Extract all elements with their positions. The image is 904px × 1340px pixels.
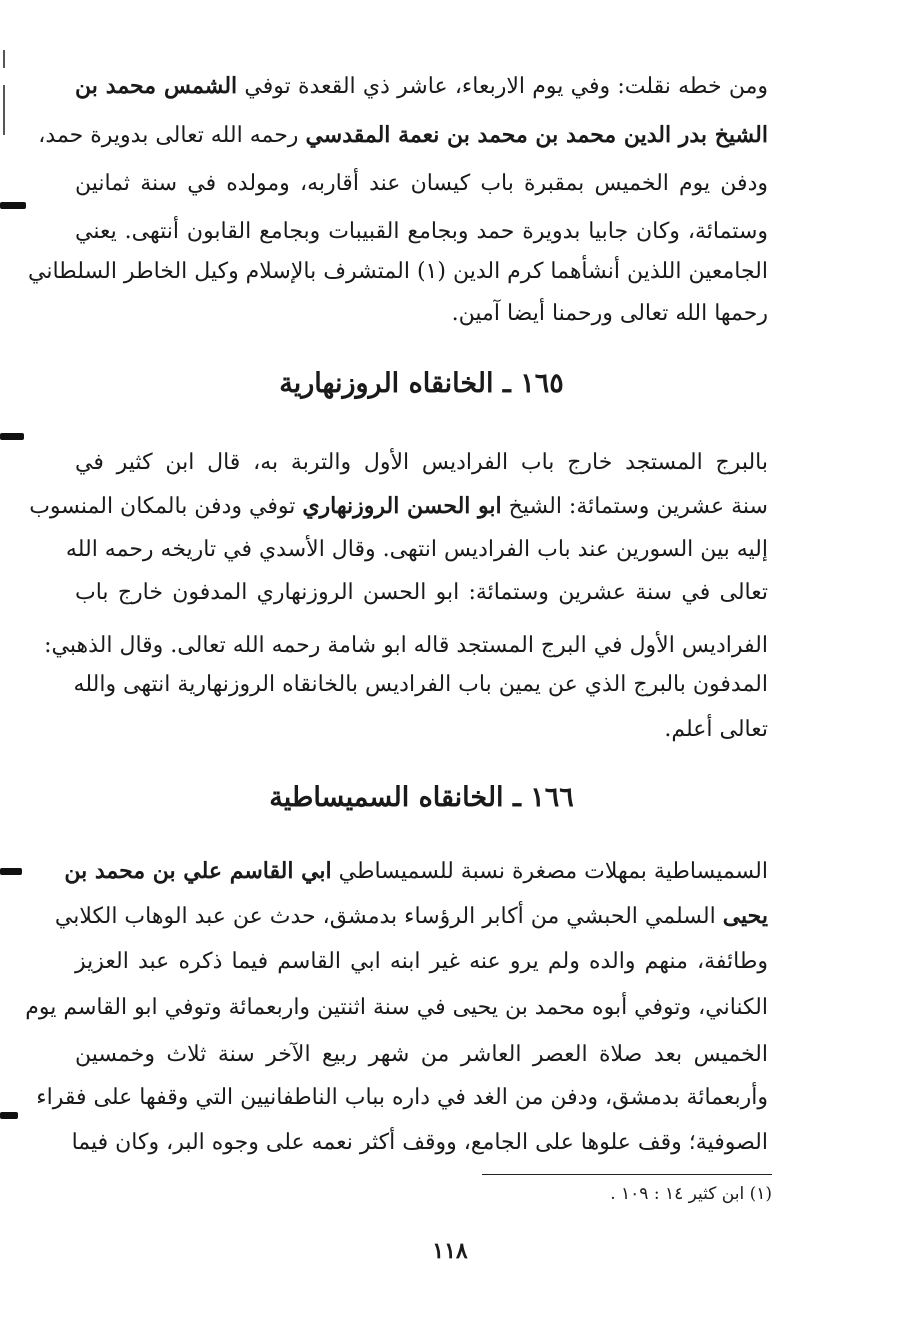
body-text: ومن خطه نقلت: وفي يوم الاربعاء، عاشر ذي القعدة توفي: [237, 74, 768, 99]
body-text: تعالى أعلم.: [664, 717, 768, 742]
text-line: [75, 947, 768, 977]
footnote-rule: [482, 1174, 772, 1175]
text-line: [28, 257, 768, 287]
text-line: [71, 1128, 768, 1158]
body-text: رحمها الله تعالى ورحمنا أيضا آمين.: [451, 301, 768, 326]
text-line: [75, 169, 768, 199]
text-line: [38, 120, 768, 151]
body-text: بالبرج المستجد خارج باب الفراديس الأول والتربة به، قال ابن كثير في: [75, 450, 768, 475]
bold-name-text: الشمس محمد بن: [75, 73, 238, 99]
text-line: [54, 901, 768, 932]
body-text: رحمه الله تعالى بدويرة حمد،: [38, 123, 306, 148]
text-line: [65, 535, 768, 565]
text-line: [44, 631, 768, 661]
text-line: [75, 71, 768, 102]
section-heading-166: ١٦٦ ـ الخانقاه السميساطية: [269, 782, 574, 813]
bold-name-text: يحيى: [722, 903, 768, 929]
text-line: [75, 217, 768, 247]
text-line: [75, 448, 768, 478]
body-text: ودفن يوم الخميس بمقبرة باب كيسان عند أقاربه، ومولده في سنة ثمانين: [75, 171, 768, 196]
text-line: [75, 670, 768, 700]
scan-edge-mark: [0, 1112, 18, 1119]
text-line: [75, 578, 768, 608]
body-text: وستمائة، وكان جابيا بدويرة حمد وبجامع القبيبات وبجامع القابون أنتهى. يعني: [75, 219, 768, 244]
body-text: الكناني، وتوفي أبوه محمد بن يحيى في سنة اثنتين واربعمائة وتوفي ابو القاسم يوم: [25, 995, 768, 1020]
scan-edge-mark: [0, 202, 26, 209]
body-text: الصوفية؛ وقف علوها على الجامع، ووقف أكثر نعمه على وجوه البر، وكان فيما: [71, 1130, 768, 1155]
section-heading-165: ١٦٥ ـ الخانقاه الروزنهارية: [279, 368, 564, 399]
body-text: إليه بين السورين عند باب الفراديس انتهى. وقال الأسدي في تاريخه رحمه الله: [65, 537, 768, 562]
body-text: سنة عشرين وستمائة: الشيخ: [501, 494, 768, 519]
page-number: ١١٨: [432, 1238, 468, 1264]
scan-edge-mark: [3, 85, 5, 135]
text-line: [75, 715, 768, 745]
text-line: [29, 491, 768, 522]
body-text: تعالى في سنة عشرين وستمائة: ابو الحسن الروزنهاري المدفون خارج باب: [75, 580, 768, 605]
body-text: المدفون بالبرج الذي عن يمين باب الفراديس بالخانقاه الروزنهارية انتهى والله: [73, 672, 768, 697]
scan-edge-mark: [3, 50, 5, 68]
text-line: [75, 299, 768, 329]
scan-edge-mark: [0, 433, 24, 440]
bold-name-text: ابو الحسن الروزنهاري: [302, 493, 502, 519]
body-text: توفي ودفن بالمكان المنسوب: [29, 494, 303, 519]
text-line: [64, 856, 768, 887]
footnote: (١) ابن كثير ١٤ : ١٠٩ .: [610, 1184, 772, 1204]
body-text: الخميس بعد صلاة العصر العاشر من شهر ربيع الآخر سنة ثلاث وخمسين: [75, 1042, 768, 1067]
text-line: [36, 1083, 768, 1113]
body-text: السلمي الحبشي من أكابر الرؤساء بدمشق، حدث عن عبد الوهاب الكلابي: [54, 904, 723, 929]
body-text: السميساطية بمهلات مصغرة نسبة للسميساطي: [331, 859, 768, 884]
text-line: [75, 1040, 768, 1070]
body-text: الجامعين اللذين أنشأهما كرم الدين (١) المتشرف بالإسلام وكيل الخاطر السلطاني: [28, 259, 768, 284]
bold-name-text: الشيخ بدر الدين محمد بن محمد بن نعمة المقدسي: [305, 122, 768, 148]
body-text: الفراديس الأول في البرج المستجد قاله ابو شامة رحمه الله تعالى. وقال الذهبي:: [44, 633, 768, 658]
text-line: [25, 993, 768, 1023]
bold-name-text: ابي القاسم علي بن محمد بن: [64, 858, 332, 884]
body-text: وطائفة، منهم والده ولم يرو عنه غير ابنه ابي القاسم فيما ذكره عبد العزيز: [75, 949, 768, 974]
body-text: وأربعمائة بدمشق، ودفن من الغد في داره بباب الناطفانيين التي وقفها على فقراء: [36, 1085, 768, 1110]
scan-edge-mark: [0, 868, 22, 875]
